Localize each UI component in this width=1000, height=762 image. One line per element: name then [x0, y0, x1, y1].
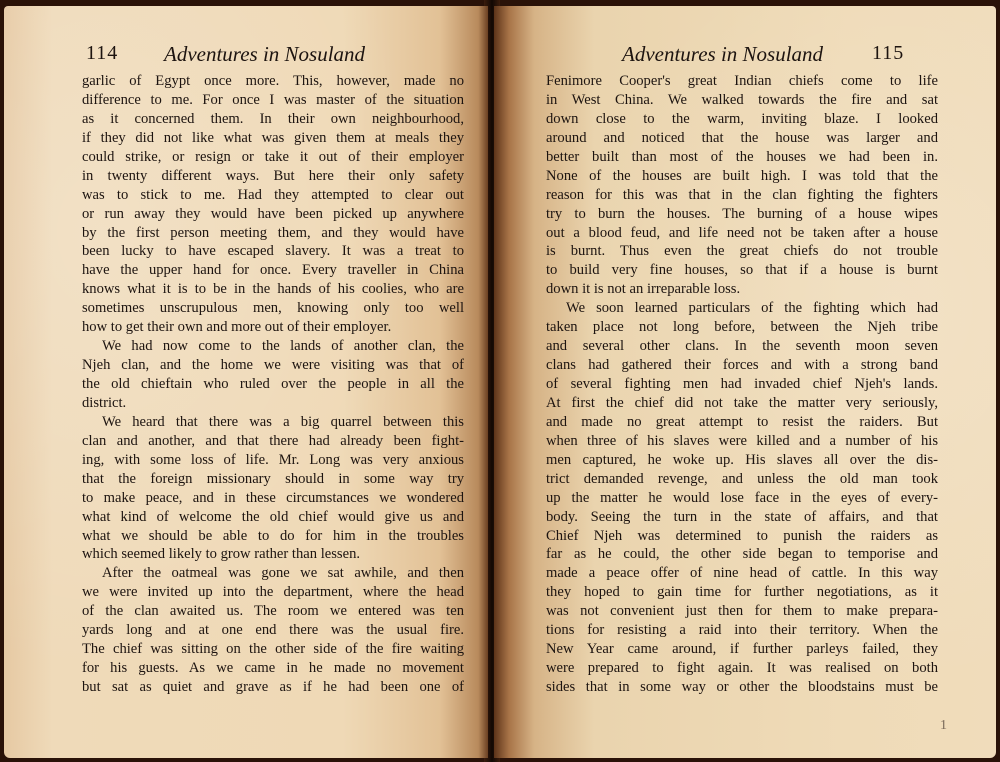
text-line: were prepared to fight again. It was realised on both — [546, 660, 938, 677]
text-line: yards long and at one end there was the usual fire. — [82, 622, 464, 639]
text-line: for his guests. As we came in he made no movement — [82, 660, 464, 677]
text-line: tions for resisting a raid into their territory. When the — [546, 622, 938, 639]
text-line: and several other clans. In the seventh moon seven — [546, 338, 938, 355]
text-line: that the foreign missionary should in some way try — [82, 470, 464, 487]
text-line: try to burn the houses. The burning of a house wipes — [546, 205, 938, 222]
text-line: taken place not long before, between the Njeh tribe — [546, 319, 938, 336]
text-line: been lucky to have escaped slavery. It was a treat to — [82, 243, 464, 260]
text-line: sometimes unscrupulous men, knowing only too well — [82, 300, 464, 317]
text-line: far as he could, the other side began to temporise and — [546, 546, 938, 563]
text-line: The chief was sitting on the other side of the fire waiting — [82, 641, 464, 658]
text-line: After the oatmeal was gone we sat awhile, and then — [102, 565, 464, 582]
text-line: ing, with some loss of life. Mr. Long was very anxious — [82, 451, 464, 468]
text-line: was to stick to me. Had they attempted to clear out — [82, 186, 464, 203]
text-line: by the first person meeting them, and they would have — [82, 224, 464, 241]
text-line: to make peace, and in these circumstances we wondered — [82, 489, 464, 506]
text-line: in twenty different ways. But here their only safety — [82, 167, 464, 184]
text-line: in West China. We walked towards the fire and sat — [546, 91, 938, 108]
text-line: men captured, he woke up. His slaves all over the dis- — [546, 451, 938, 468]
text-line: district. — [82, 394, 127, 411]
text-line: when three of his slaves were killed and a number of his — [546, 432, 938, 449]
text-line: of the clan awaited us. The room we entered was ten — [82, 603, 464, 620]
text-line: the old chieftain who ruled over the people in all the — [82, 376, 464, 392]
text-line: knows what it is to be in the hands of his coolies, who are — [82, 281, 464, 298]
text-line: was not convenient just then for them to make prepara- — [546, 603, 938, 620]
text-line: and made no great attempt to resist the raiders. But — [546, 413, 938, 430]
text-line: We had now come to the lands of another clan, the — [102, 338, 464, 355]
left-page-number: 114 — [86, 42, 119, 64]
left-running-title: Adventures in Nosuland — [164, 42, 366, 66]
text-line: difference to me. For once I was master of the situation — [82, 91, 464, 108]
text-line: how to get their own and more out of their employer. — [82, 319, 392, 336]
text-line: garlic of Egypt once more. This, however, made no — [82, 73, 464, 89]
text-line: Fenimore Cooper's great Indian chiefs come to life — [546, 73, 938, 89]
text-line: or run away they would have been picked up anywhere — [82, 205, 464, 222]
text-line: We soon learned particulars of the fighting which had — [566, 300, 938, 317]
text-line: clans had gathered their forces and with a strong band — [546, 357, 938, 374]
text-line: body. Seeing the turn in the state of affairs, and that — [546, 508, 938, 525]
text-line: have the upper hand for once. Every traveller in China — [82, 262, 464, 279]
text-line: but sat as quiet and grave as if he had been one of — [82, 679, 464, 695]
text-line: out a blood feud, and life need not be taken after a house — [546, 224, 938, 241]
text-line: New Year came around, if further parleys failed, they — [546, 641, 938, 658]
text-line: up the matter he would lose face in the eyes of every- — [546, 489, 938, 506]
left-page — [4, 6, 488, 758]
text-line: we were invited up into the department, where the head — [82, 584, 464, 601]
right-page — [494, 6, 996, 758]
text-line: reason for this was that in the clan fighting the fighters — [546, 186, 938, 203]
text-line: around and noticed that the house was larger and — [546, 129, 938, 146]
text-line: is burnt. Thus even the great chiefs do not trouble — [546, 243, 938, 260]
text-line: what kind of welcome the old chief would give us and — [82, 508, 464, 525]
right-page-number: 115 — [872, 42, 905, 64]
text-line: as it concerned them. In their own neighbourhood, — [82, 110, 464, 127]
text-line: Chief Njeh was determined to punish the raiders as — [546, 527, 938, 544]
text-line: down it is not an irreparable loss. — [546, 281, 741, 298]
text-line: could strike, or resign or take it out of their employer — [82, 148, 464, 165]
right-page-body — [546, 72, 938, 697]
text-line: sides that in some way or other the bloodstains must be — [546, 679, 938, 695]
text-line: of several fighting men had invaded chief Njeh's lands. — [546, 376, 938, 392]
text-line: what we should be able to do for him in the troubles — [82, 527, 464, 544]
text-line: We heard that there was a big quarrel between this — [102, 413, 464, 430]
text-line: clan and another, and that there had already been fight- — [82, 432, 464, 449]
right-running-title: Adventures in Nosuland — [622, 42, 824, 66]
text-line: Njeh clan, and the home we were visiting was that of — [82, 357, 464, 374]
left-page-body — [82, 72, 464, 697]
text-line: made a peace offer of nine head of cattle. In this way — [546, 565, 938, 582]
text-line: At first the chief did not take the matter very seriously, — [546, 394, 938, 411]
text-line: trict demanded revenge, and unless the old man took — [546, 470, 938, 487]
text-line: down close to the warm, inviting blaze. I looked — [546, 110, 938, 127]
text-line: to build very fine houses, so that if a house is burnt — [546, 262, 938, 279]
text-line: None of the houses are built high. I was told that the — [546, 167, 938, 184]
text-line: they hoped to gain time for further negotiations, as it — [546, 584, 938, 601]
pencil-mark: 1 — [940, 718, 947, 733]
text-line: if they did not like what was given them at meals they — [82, 129, 464, 146]
text-line: better built than most of the houses we had been in. — [546, 148, 938, 165]
text-line: which seemed likely to grow rather than lessen. — [82, 546, 361, 563]
